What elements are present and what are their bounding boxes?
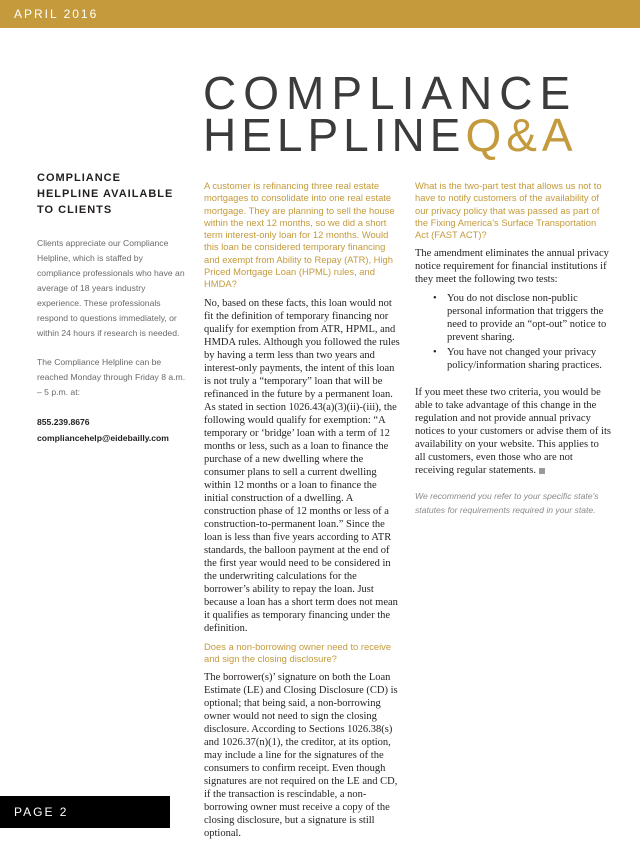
answer-2: The borrower(s)’ signature on both the Loan Estimate (LE) and Closing Disclosure (CD) is optional; that being said, a non-borrowing owner would not need to sign the closing disclosure. According to Sections 1026.38(s) and 1026.37(n)(1), the creditor, at its option, may include a line for the signatures of the consumers to confirm receipt. Even though signatures are not required on the LE and CD, if the transaction is rescindable, a non-borrowing owner must receive a copy of the closing disclosure, but a signature is still optional.: [204, 672, 398, 840]
page-title-line1: COMPLIANCE: [203, 67, 578, 119]
page-title-main: HELPLINE: [203, 109, 466, 161]
footer-bar: [0, 796, 170, 828]
question-1: A customer is refinancing three real estate mortgages to consolidate into one real estate mortgage. They are planning to sell the house within the next 12 months, so we did a short term interest-only loan for 12 months. Would this loan be considered temporary financing and exempt from Ability to Repay (ATR), High Priced Mortgage Loan (HPML) rules, and HMDA?: [204, 180, 395, 290]
criteria-list: [415, 292, 611, 372]
answer-3-intro: The amendment eliminates the annual privacy notice requirement for financial institutions if they meet the following two tests:: [415, 248, 609, 286]
answer-1: No, based on these facts, this loan would not fit the definition of temporary financing nor qualify for exemption from ATR, HPML, and HMDA rules. Although you followed the rules by having a term less than two years and interest-only payments, the intent of this loan is not truly a “temporary” loan that will be refinanced in the future by a permanent loan. As stated in section 1026.43(a)(3)(ii)-(iii), the following would qualify for exemption: “A temporary or ‘bridge’ loan with a term of 12 months or less, such as a loan to finance the purchase of a new dwelling where the consumer plans to sell a current dwelling within 12 months or a loan to finance the initial construction of a dwelling. A construction phase of 12 months or less of a construction-to-permanent loan.” Since the loan is less than five years according to ATR standards, the balloon payment at the end of the first year would need to be considered in the underwriting calculations for the borrower’s ability to repay the loan. Just because a loan has a short term does not mean it qualifies as temporary financing under the definition.: [204, 297, 400, 634]
sidebar-hours: The Compliance Helpline can be reached Monday through Friday 8 a.m. – 5 p.m. at:: [37, 357, 186, 397]
article-column-2: [415, 180, 611, 517]
article-column-1: [204, 180, 400, 846]
issue-date: APRIL 2016: [14, 7, 99, 21]
header-bar: [0, 0, 640, 28]
sidebar: [37, 170, 187, 446]
page-title-accent: Q&A: [465, 109, 578, 161]
helpline-email[interactable]: compliancehelp@eidebailly.com: [37, 433, 169, 443]
sidebar-paragraph: Clients appreciate our Compliance Helpline, which is staffed by compliance professionals who have an average of 18 years industry experience. These professionals respond to questions immediately, or within 24 hours if research is needed.: [37, 238, 185, 338]
question-3: What is the two-part test that allows us not to have to notify customers of the availability of our privacy policy that was passed as part of the Fixing America’s Surface Transportation Act (FAST ACT)?: [415, 180, 602, 241]
question-2: Does a non-borrowing owner need to receive and sign the closing disclosure?: [204, 640, 392, 664]
page-title-line2: [203, 109, 578, 161]
sidebar-heading: COMPLIANCE HELPLINE AVAILABLE TO CLIENTS: [37, 172, 174, 216]
answer-3-close-text: If you meet these two criteria, you would be able to take advantage of this change in the regulation and not provide annual privacy notices to your customers or advise them of its availability on your website. This applies to all customers, even those who are not receiving regular statements.: [415, 387, 611, 477]
helpline-phone[interactable]: 855.239.8676: [37, 417, 90, 427]
page-number: PAGE 2: [14, 805, 69, 819]
end-mark-icon: [539, 468, 545, 474]
answer-3-close: [415, 386, 611, 477]
list-item: • You do not disclose non-public personal information that triggers the need to provide an “opt-out” notice to prevent sharing.: [433, 292, 611, 344]
list-item: • You have not changed your privacy policy/information sharing practices.: [433, 346, 611, 372]
state-statutes-note: We recommend you refer to your specific state’s statutes for requirements required in your state.: [415, 491, 599, 516]
